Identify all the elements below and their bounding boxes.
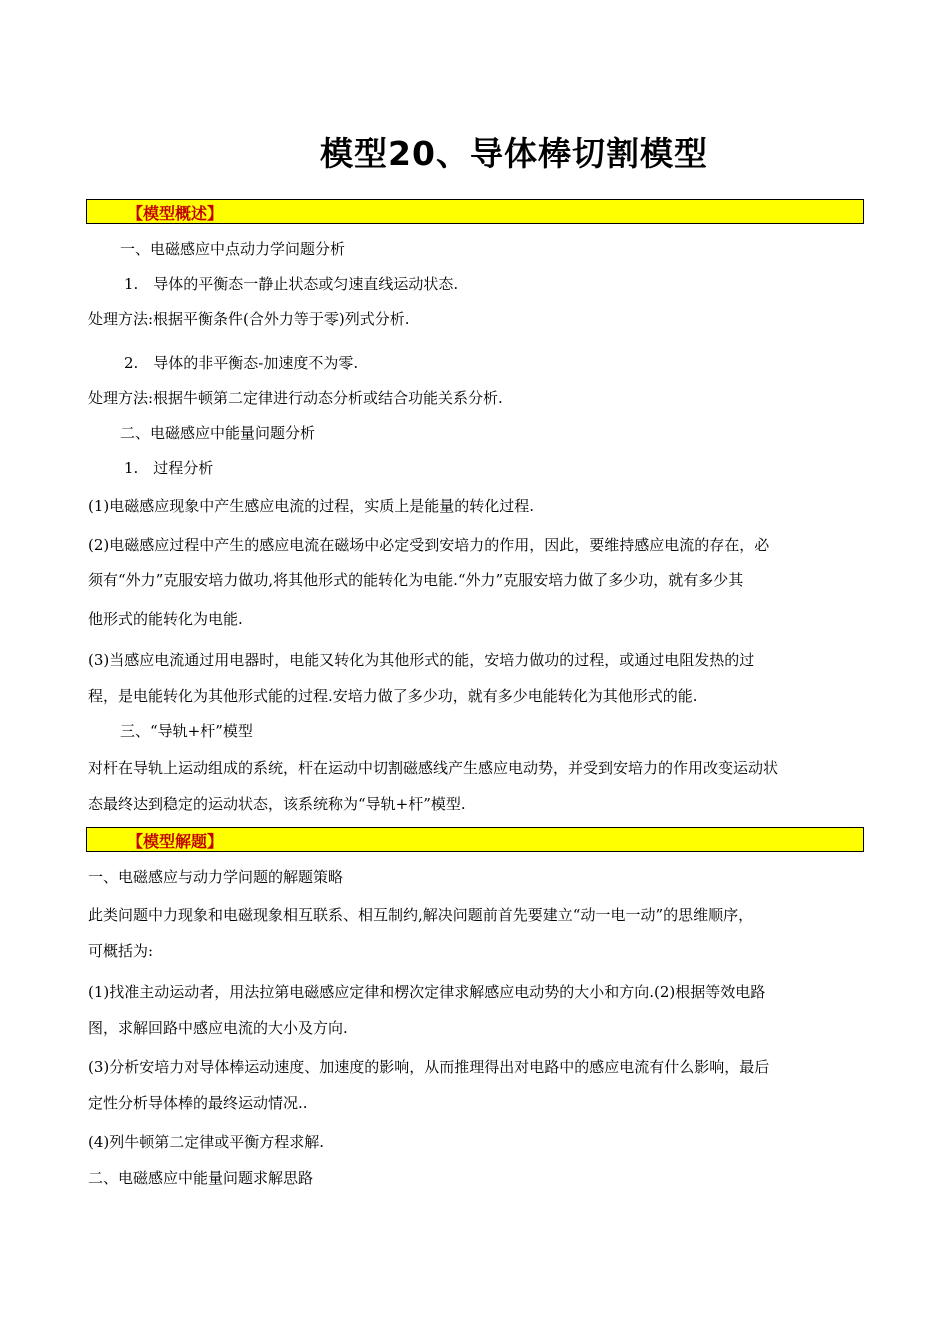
- text-line: (3)当感应电流通过用电器时，电能又转化为其他形式的能，安培力做功的过程，或通过电阻发热的过: [88, 651, 755, 669]
- text-line: 二、电磁感应中能量问题分析: [120, 424, 316, 442]
- text-line: 此类问题中力现象和电磁现象相互联系、相互制约,解决问题前首先要建立“动一电一动”的思维顺序，: [88, 906, 754, 924]
- text-line: 三、“导轨+杆”模型: [120, 722, 253, 740]
- text-line: 处理方法:根据牛顿第二定律进行动态分析或结合功能关系分析.: [88, 389, 503, 407]
- section-bar-overview: [86, 199, 864, 224]
- text-line: 他形式的能转化为电能.: [88, 610, 243, 628]
- text-line: 1. 导体的平衡态一静止状态或匀速直线运动状态.: [124, 275, 459, 293]
- text-line: 可概括为:: [88, 942, 154, 960]
- text-line: 定性分析导体棒的最终运动情况..: [88, 1094, 308, 1112]
- section-label-solution: 【模型解题】: [127, 832, 224, 851]
- text-line: 处理方法:根据平衡条件(合外力等于零)列式分析.: [88, 310, 410, 328]
- text-line: 二、电磁感应中能量问题求解思路: [88, 1169, 314, 1187]
- text-line: 1. 过程分析: [124, 459, 214, 477]
- page-title: 模型20、导体棒切割模型: [320, 134, 708, 173]
- text-line: 图，求解回路中感应电流的大小及方向.: [88, 1019, 348, 1037]
- text-line: 一、电磁感应与动力学问题的解题策略: [88, 868, 344, 886]
- text-line: (1)电磁感应现象中产生感应电流的过程，实质上是能量的转化过程.: [88, 497, 535, 515]
- text-line: 程，是电能转化为其他形式能的过程.安培力做了多少功，就有多少电能转化为其他形式的能.: [88, 687, 698, 705]
- text-line: (2)电磁感应过程中产生的感应电流在磁场中必定受到安培力的作用，因此，要维持感应电流的存在，必: [88, 536, 770, 554]
- text-line: (3)分析安培力对导体棒运动速度、加速度的影响，从而推理得出对电路中的感应电流有什么影响，最后: [88, 1058, 770, 1076]
- text-line: 须有“外力”克服安培力做功,将其他形式的能转化为电能.“外力”克服安培力做了多少功，就有多少其: [88, 571, 744, 589]
- section-label-overview: 【模型概述】: [127, 204, 224, 223]
- section-bar-solution: [86, 827, 864, 852]
- text-line: 一、电磁感应中点动力学问题分析: [120, 240, 346, 258]
- text-line: 态最终达到稳定的运动状态，该系统称为“导轨+杆”模型.: [88, 795, 466, 813]
- text-line: 2. 导体的非平衡态-加速度不为零.: [124, 354, 359, 372]
- text-line: (1)找准主动运动者，用法拉第电磁感应定律和楞次定律求解感应电动势的大小和方向.(2)根据等效电路: [88, 983, 766, 1001]
- text-line: 对杆在导轨上运动组成的系统，杆在运动中切割磁感线产生感应电动势，并受到安培力的作用改变运动状: [88, 759, 779, 777]
- text-line: (4)列牛顿第二定律或平衡方程求解.: [88, 1133, 325, 1151]
